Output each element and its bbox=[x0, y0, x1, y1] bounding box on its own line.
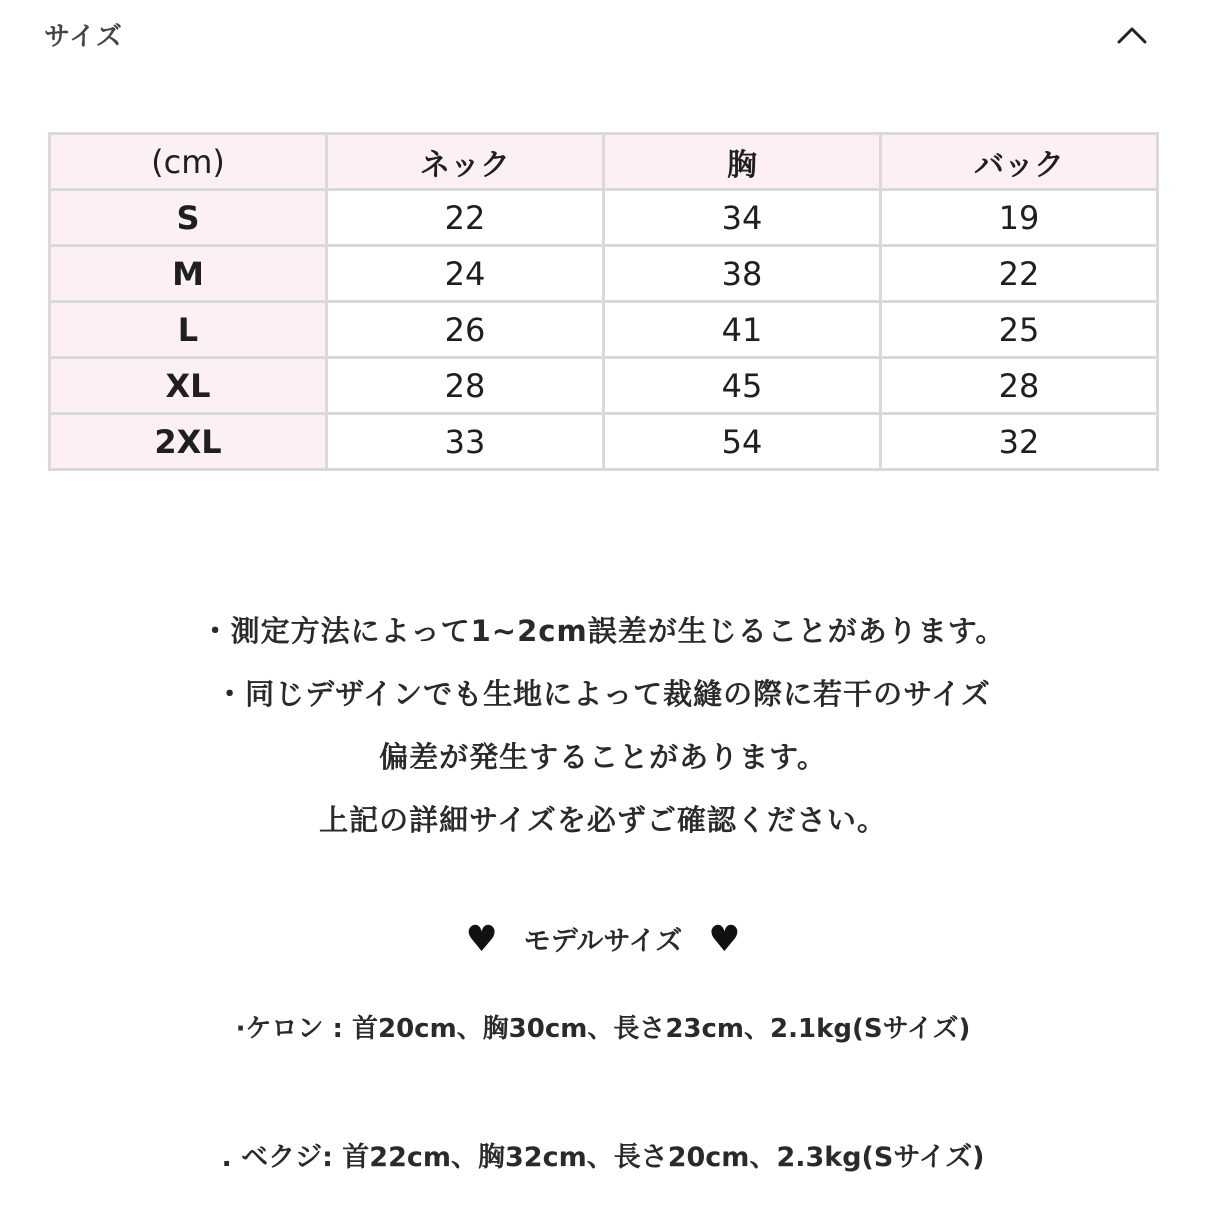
size-label: M bbox=[50, 246, 327, 302]
back-value: 22 bbox=[881, 246, 1158, 302]
neck-value: 28 bbox=[327, 358, 604, 414]
chest-value: 54 bbox=[604, 414, 881, 470]
back-value: 32 bbox=[881, 414, 1158, 470]
table-row bbox=[50, 246, 1158, 302]
back-value: 25 bbox=[881, 302, 1158, 358]
chevron-up-icon bbox=[1108, 14, 1156, 54]
model-size-title-row bbox=[0, 918, 1206, 968]
back-value: 28 bbox=[881, 358, 1158, 414]
model-info-line: . ベクジ: 首22cm、胸32cm、長さ20cm、2.3kg(Sサイズ) bbox=[221, 1142, 985, 1173]
neck-value: 24 bbox=[327, 246, 604, 302]
chest-value: 38 bbox=[604, 246, 881, 302]
chest-value: 45 bbox=[604, 358, 881, 414]
note-line: ・測定方法によって1~2cm誤差が生じることがあります。 bbox=[200, 614, 1006, 648]
header-neck: ネック bbox=[327, 134, 604, 190]
table-row bbox=[50, 302, 1158, 358]
note-line: ・同じデザインでも生地によって裁縫の際に若干のサイズ bbox=[215, 677, 991, 711]
heart-icon: ♥ bbox=[708, 918, 741, 960]
table-header-row bbox=[50, 134, 1158, 190]
table-row bbox=[50, 414, 1158, 470]
chest-value: 34 bbox=[604, 190, 881, 246]
measurement-notes bbox=[0, 604, 1206, 856]
note-line: 上記の詳細サイズを必ずご確認ください。 bbox=[319, 803, 887, 837]
table-row bbox=[50, 358, 1158, 414]
back-value: 19 bbox=[881, 190, 1158, 246]
note-line: 偏差が発生することがあります。 bbox=[379, 740, 827, 774]
table-row bbox=[50, 190, 1158, 246]
size-label: L bbox=[50, 302, 327, 358]
section-title: サイズ bbox=[44, 22, 123, 52]
chest-value: 41 bbox=[604, 302, 881, 358]
collapse-button[interactable] bbox=[1108, 14, 1156, 54]
size-label: 2XL bbox=[50, 414, 327, 470]
model-size-title: モデルサイズ bbox=[523, 926, 683, 957]
header-chest: 胸 bbox=[604, 134, 881, 190]
heart-icon: ♥ bbox=[465, 918, 498, 960]
size-section-header[interactable] bbox=[0, 0, 1206, 70]
header-back: バック bbox=[881, 134, 1158, 190]
model-info-line: ·ケロン : 首20cm、胸30cm、長さ23cm、2.1kg(Sサイズ) bbox=[235, 1014, 971, 1044]
header-unit: (cm) bbox=[50, 134, 327, 190]
size-label: XL bbox=[50, 358, 327, 414]
neck-value: 26 bbox=[327, 302, 604, 358]
neck-value: 33 bbox=[327, 414, 604, 470]
size-chart-table bbox=[48, 132, 1159, 471]
size-label: S bbox=[50, 190, 327, 246]
model-size-section bbox=[0, 918, 1206, 1174]
neck-value: 22 bbox=[327, 190, 604, 246]
